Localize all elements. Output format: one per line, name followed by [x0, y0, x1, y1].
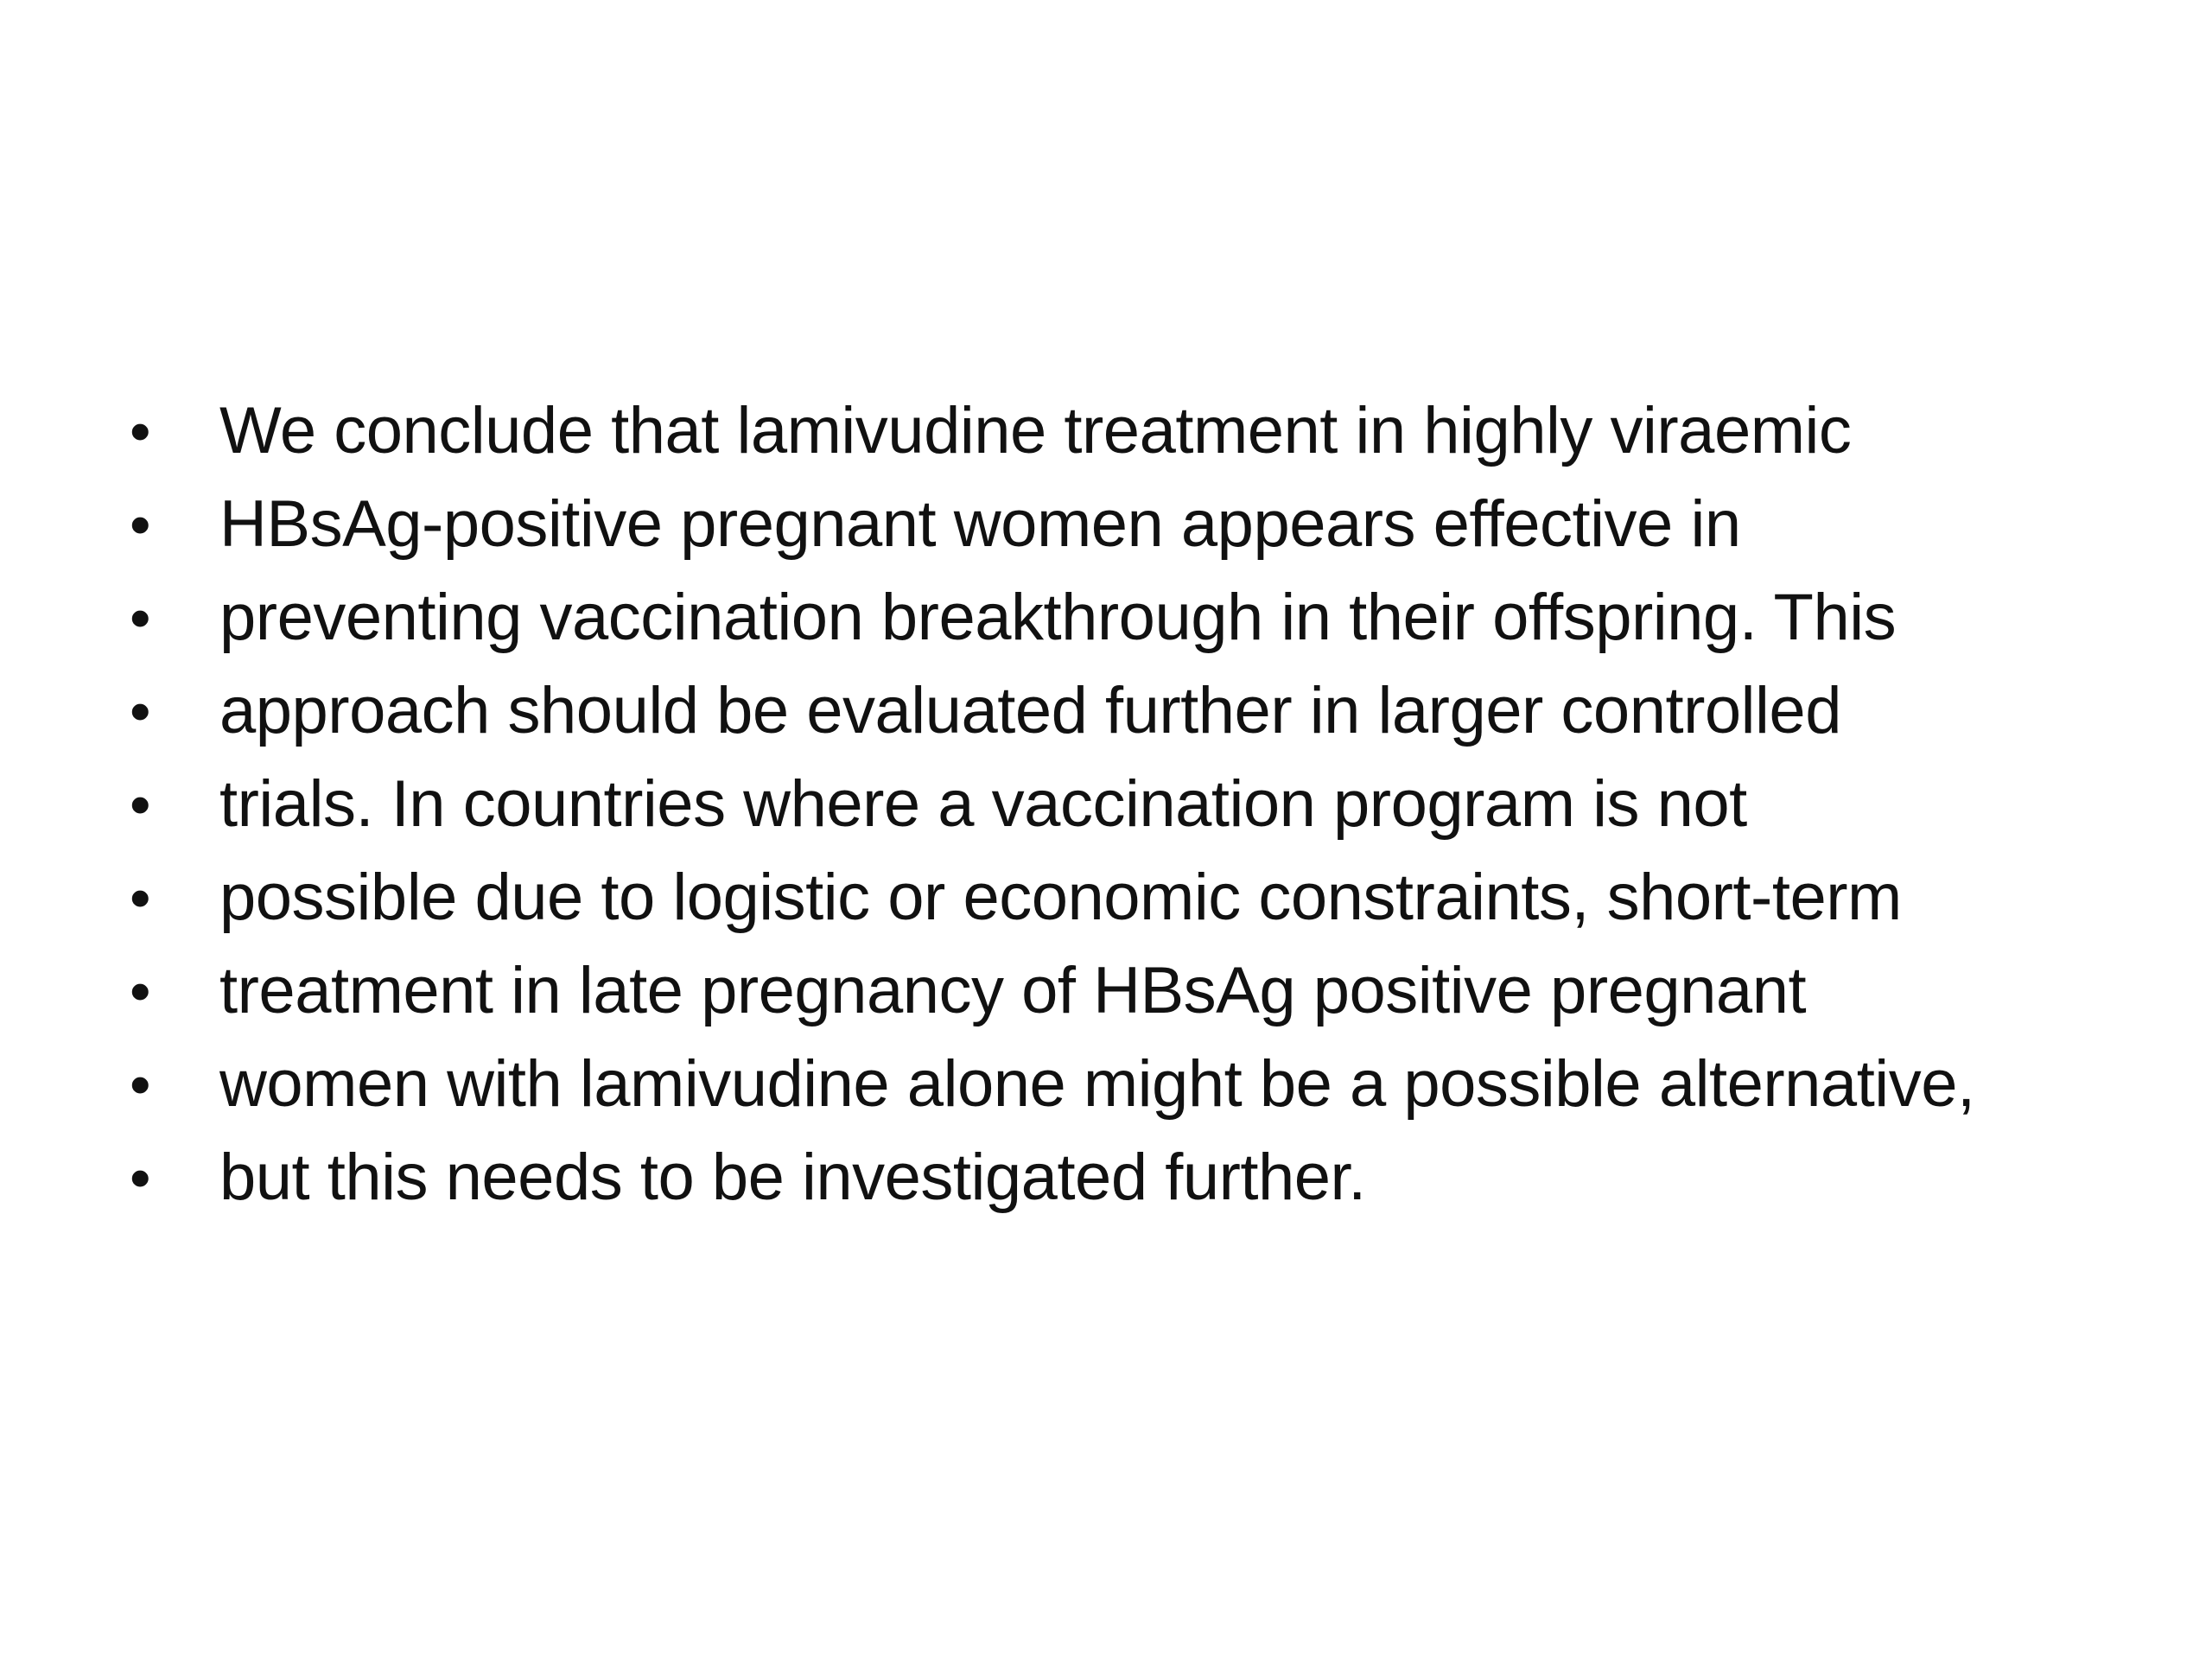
bullet-item — [130, 953, 2117, 1029]
bullet-icon: • — [130, 771, 151, 838]
bullet-text: HBsAg-positive pregnant women appears effective in — [219, 487, 1741, 561]
bullet-item — [130, 1046, 2117, 1122]
bullet-text: women with lamivudine alone might be a possible alternative, — [219, 1047, 1975, 1121]
bullet-item — [130, 486, 2117, 563]
bullet-text: but this needs to be investigated further. — [219, 1141, 1366, 1214]
bullet-text: approach should be evaluated further in larger controlled — [219, 674, 1841, 747]
bullet-item — [130, 860, 2117, 936]
bullet-item — [130, 580, 2117, 656]
bullet-icon: • — [130, 677, 151, 745]
bullet-text: treatment in late pregnancy of HBsAg positive pregnant — [219, 954, 1807, 1027]
bullet-text: possible due to logistic or economic constraints, short-term — [219, 861, 1902, 934]
bullet-icon: • — [130, 957, 151, 1025]
bullet-item — [130, 673, 2117, 749]
bullet-icon: • — [130, 864, 151, 931]
bullet-icon: • — [130, 491, 151, 558]
bullet-text: preventing vaccination breakthrough in their offspring. This — [219, 581, 1897, 654]
bullet-text: We conclude that lamivudine treatment in highly viraemic — [219, 394, 1852, 467]
bullet-item — [130, 393, 2117, 469]
bullet-icon: • — [130, 397, 151, 465]
bullet-item — [130, 766, 2117, 842]
bullet-icon: • — [130, 1051, 151, 1118]
bullet-icon: • — [130, 1144, 151, 1211]
bullet-list — [130, 393, 2117, 1233]
bullet-text: trials. In countries where a vaccination program is not — [219, 767, 1747, 841]
bullet-icon: • — [130, 584, 151, 652]
bullet-item — [130, 1140, 2117, 1216]
